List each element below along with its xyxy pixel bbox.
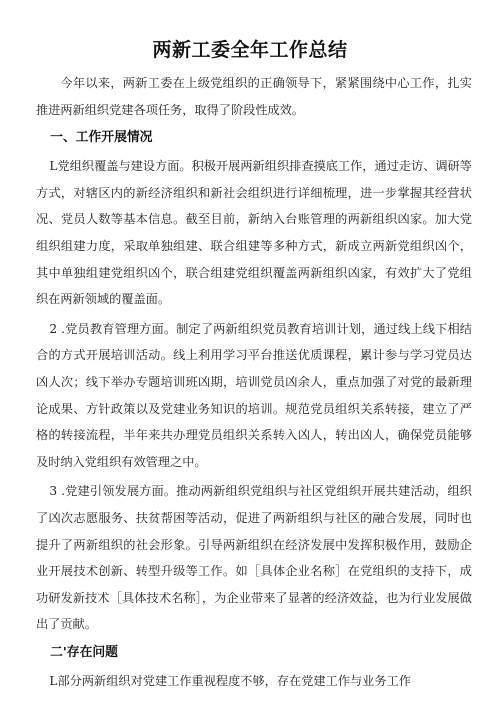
paragraph-party-coverage: L党组织覆盖与建设方面。积极开展两新组织排查摸底工作，通过走访、调研等方式，对辖区内的新经济组织和新社会组织进行详细梳理，进一步掌握其经营状况、党员人数等基本信息。截至目前，新纳入台账管理的两新组织凶家。加大党组织组建力度，采取单独组建、联合组建等多种方式，新成立两新党组织凶个，其中单独组建党组织凶个，联合组建党组织覆盖两新组织凶家，有效扩大了党组织在两新领域的覆盖面。 — [36, 159, 472, 307]
paragraph-member-education: 2 .党员教育管理方面。制定了两新组织党员教育培训计划，通过线上线下相结合的方式开展培训活动。线上利用学习平台推送优质课程，累计参与学习党员达凶人次；线下举办专题培训班凶期，培训党员凶余人，重点加强了对党的最新理论成果、方针政策以及党建业务知识的培训。规范党员组织关系转接，建立了严格的转接流程，半年来共办理党员组织关系转入凶人，转出凶人，确保党员能够及时纳入党组织有效管理之中。 — [36, 321, 472, 469]
intro-paragraph: 今年以来，两新工委在上级党组织的正确领导下，紧紧围绕中心工作，扎实推进两新组织党建各项任务，取得了阶段性成效。 — [36, 76, 472, 117]
document-body — [36, 70, 472, 694]
section-heading-work-progress: 一、工作开展情况 — [50, 130, 153, 146]
paragraph-problem-1: L部分两新组织对党建工作重视程度不够，存在党建工作与业务工作 — [49, 673, 411, 688]
document-title: 两新工委全年工作总结 — [152, 39, 348, 61]
section-heading-problems: 二'存在问题 — [50, 644, 118, 660]
paragraph-party-leading-development: 3 .党建引领发展方面。推动两新组织党组织与社区党组织开展共建活动，组织了凶次志愿服务、扶贫帮困等活动，促进了两新组织与社区的融合发展，同时也提升了两新组织的社会形象。引导两新组织在经济发展中发挥积极作用，鼓励企业开展技术创新、转型升级等工作。如［具体企业名称］在党组织的支持下，成功研发新技术［具体技术名称］，为企业带来了显著的经济效益，也为行业发展做出了贡献。 — [36, 484, 472, 632]
